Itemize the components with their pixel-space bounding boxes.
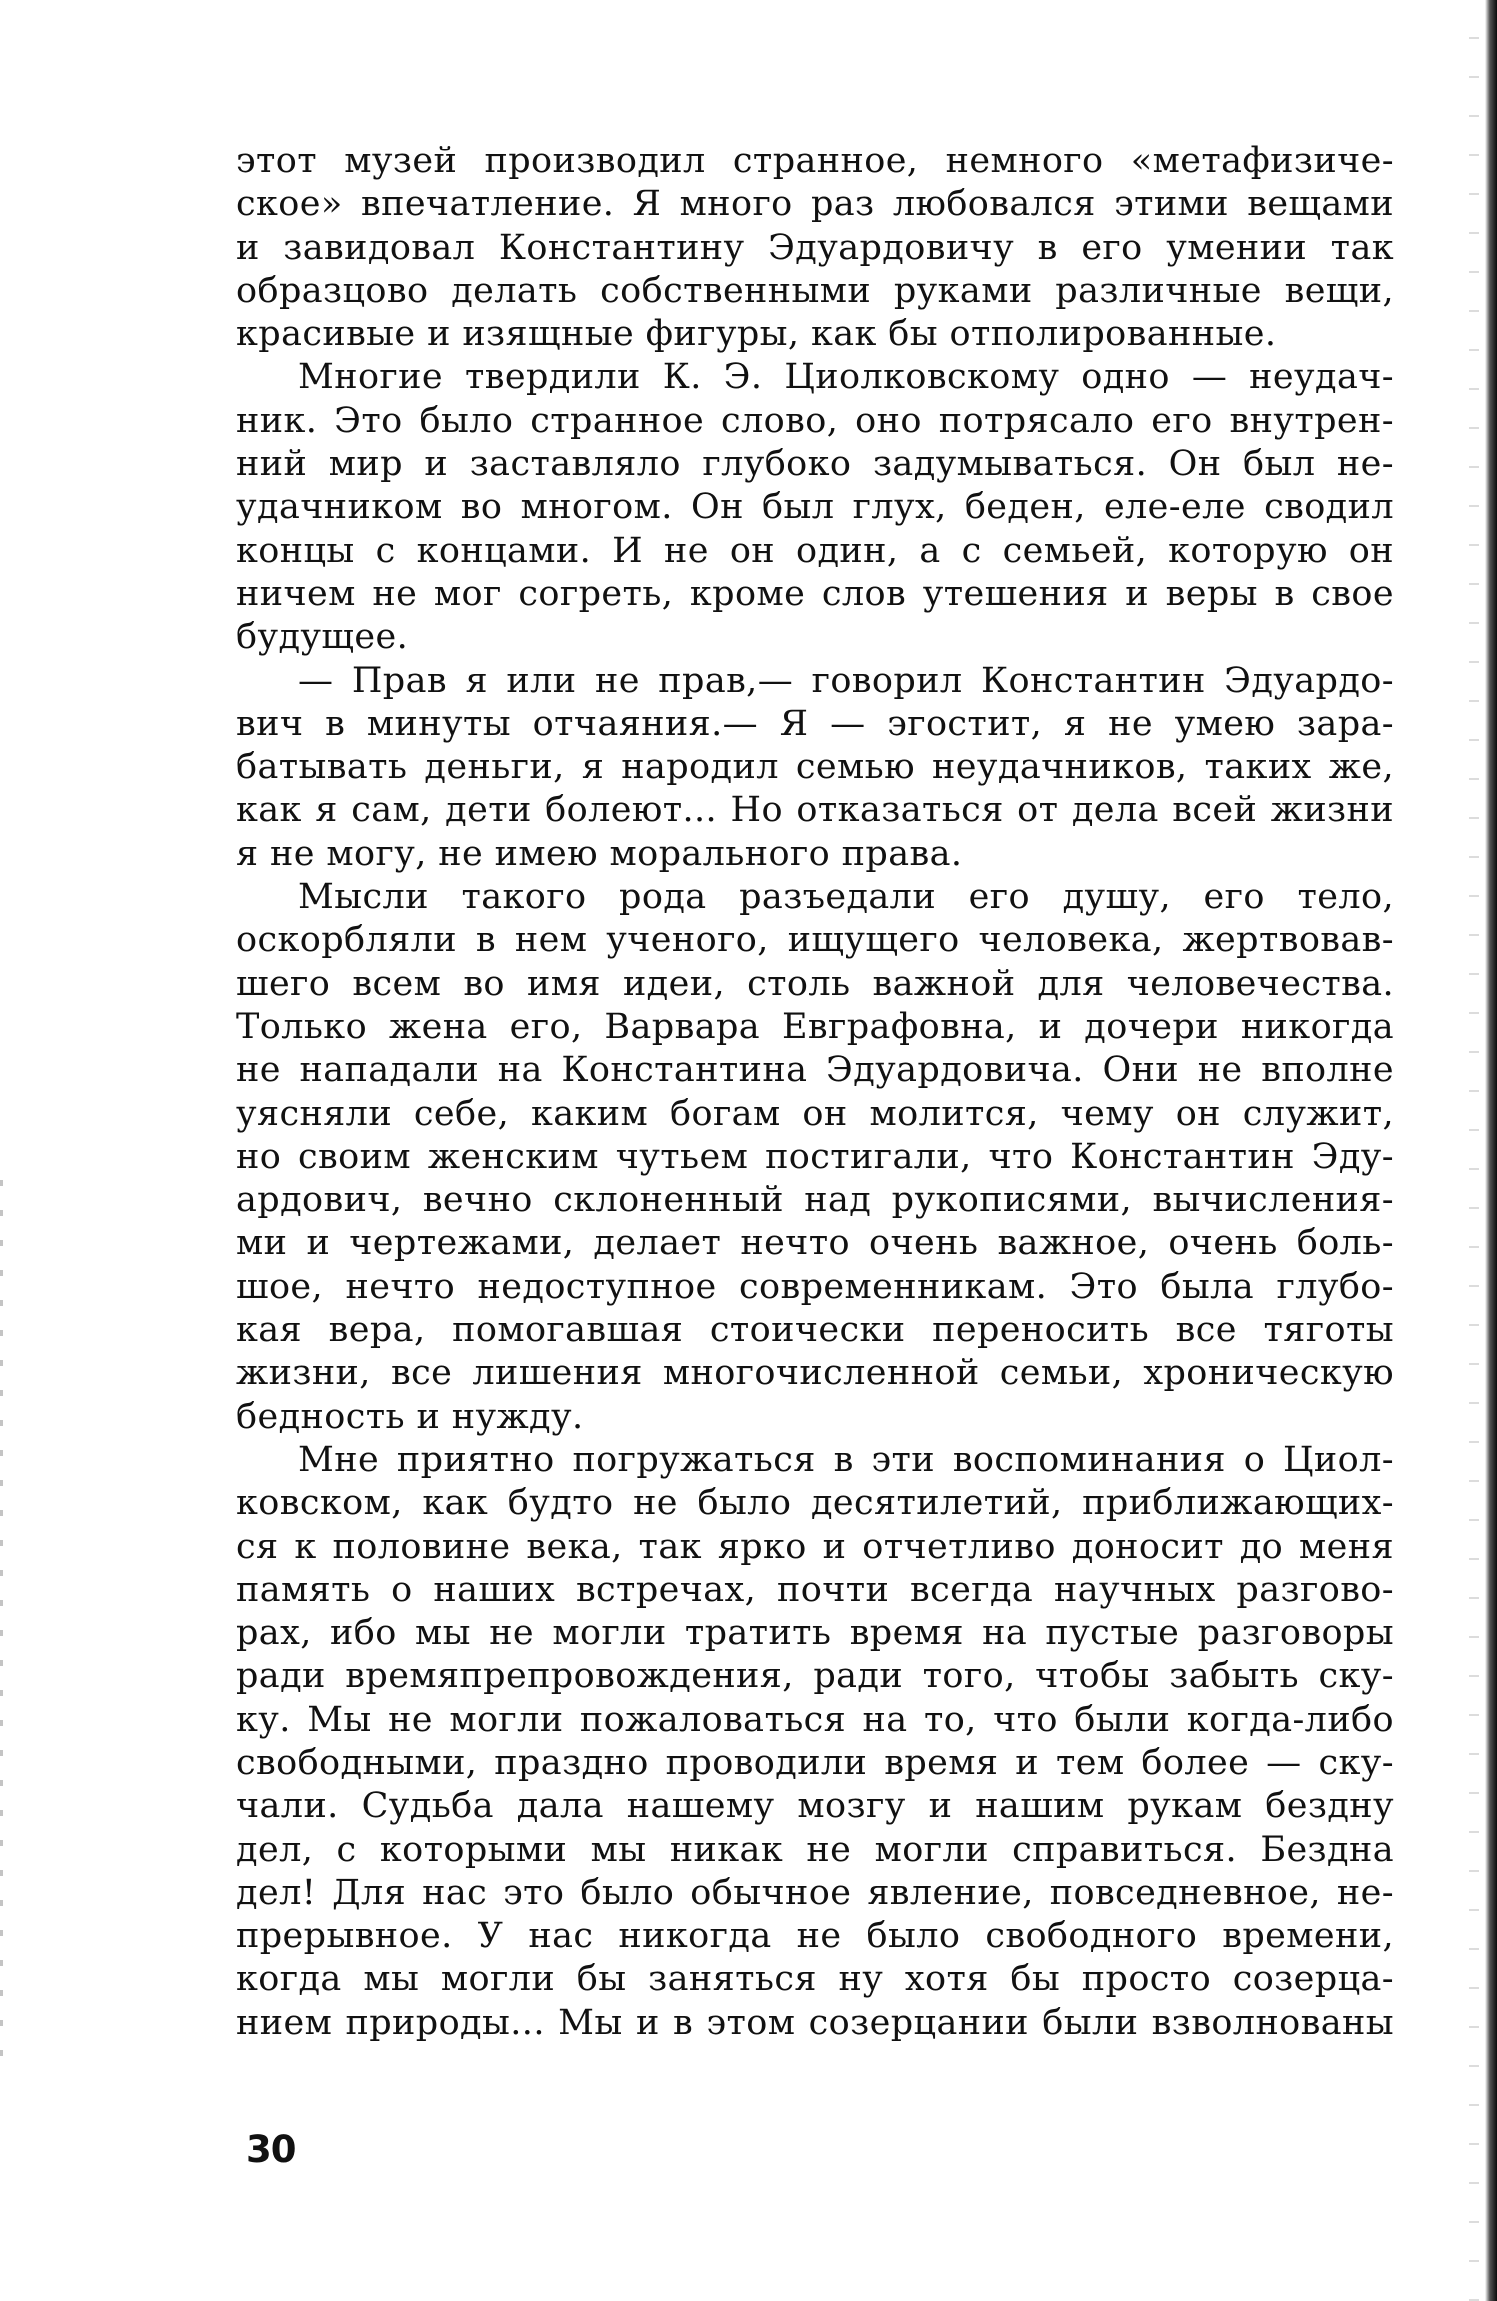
text-line: будущее. xyxy=(236,617,409,658)
text-line: Мне приятно погружаться в эти воспоминания о Циол- xyxy=(298,1439,1394,1480)
text-line: дел, с которыми мы никак не могли справиться. Бездна xyxy=(236,1829,1394,1870)
text-line: кая вера, помогавшая стоически переносить все тяготы xyxy=(236,1310,1394,1351)
text-line: удачником во многом. Он был глух, беден, еле-еле сводил xyxy=(236,487,1394,528)
text-line: оскорбляли в нем ученого, ищущего человека, жертвовав- xyxy=(236,920,1394,961)
text-line: прерывное. У нас никогда не было свободного времени, xyxy=(236,1916,1394,1957)
text-line: чали. Судьба дала нашему мозгу и нашим рукам бездну xyxy=(236,1786,1394,1827)
text-line: шего всем во имя идеи, столь важной для человечества. xyxy=(236,963,1394,1004)
text-line: — Прав я или не прав,— говорил Константин Эдуардо- xyxy=(298,660,1394,701)
text-line: когда мы могли бы заняться ну хотя бы просто созерца- xyxy=(236,1959,1394,2000)
body-text xyxy=(236,140,1394,2045)
text-line: этот музей производил странное, немного «метафизиче- xyxy=(236,141,1394,181)
text-line: я не могу, не имею морального права. xyxy=(236,833,963,874)
text-line: ся к половине века, так ярко и отчетливо доносит до меня xyxy=(236,1526,1394,1567)
text-line: и завидовал Константину Эдуардовичу в его умении так xyxy=(236,227,1394,268)
text-line: Только жена его, Варвара Евграфовна, и дочери никогда xyxy=(236,1006,1394,1047)
scan-edge-noise xyxy=(1469,0,1479,2301)
text-line: ний мир и заставляло глубоко задумываться. Он был не- xyxy=(236,444,1394,485)
text-line: рах, ибо мы не могли тратить время на пустые разговоры xyxy=(236,1613,1394,1654)
text-line: шое, нечто недоступное современникам. Это была глубо- xyxy=(236,1266,1394,1307)
text-line: дел! Для нас это было обычное явление, повседневное, не- xyxy=(236,1872,1394,1913)
text-line: Многие твердили К. Э. Циолковскому одно — неудач- xyxy=(298,357,1394,398)
text-line: но своим женским чутьем постигали, что Константин Эду- xyxy=(236,1136,1394,1177)
text-line: бедность и нужду. xyxy=(236,1396,584,1437)
text-line: ничем не мог согреть, кроме слов утешения и веры в свое xyxy=(236,573,1394,614)
text-line: красивые и изящные фигуры, как бы отполированные. xyxy=(236,314,1277,355)
text-line: нием природы... Мы и в этом созерцании были взволнованы xyxy=(236,2002,1394,2043)
text-line: ардович, вечно склоненный над рукописями, вычисления- xyxy=(236,1180,1394,1221)
binding-edge xyxy=(1485,0,1497,2301)
text-line: память о наших встречах, почти всегда научных разгово- xyxy=(236,1569,1394,1610)
text-line: ник. Это было странное слово, оно потрясало его внутрен- xyxy=(236,400,1394,441)
text-line: ское» впечатление. Я много раз любовался этими вещами xyxy=(236,184,1394,225)
text-line: ми и чертежами, делает нечто очень важное, очень боль- xyxy=(236,1223,1394,1264)
text-line: ковском, как будто не было десятилетий, приближающих- xyxy=(236,1483,1394,1524)
text-line: жизни, все лишения многочисленной семьи, хроническую xyxy=(236,1353,1394,1394)
text-line: концы с концами. И не он один, а с семьей, которую он xyxy=(236,530,1394,571)
text-line: Мысли такого рода разъедали его душу, его тело, xyxy=(298,877,1394,918)
page-number: 30 xyxy=(246,2128,296,2171)
text-line: батывать деньги, я народил семью неудачников, таких же, xyxy=(236,747,1394,788)
scan-left-edge xyxy=(0,1180,3,2080)
text-line: ку. Мы не могли пожаловаться на то, что были когда-либо xyxy=(236,1699,1394,1740)
text-line: как я сам, дети болеют... Но отказаться от дела всей жизни xyxy=(236,790,1394,831)
text-line: уясняли себе, каким богам он молится, чему он служит, xyxy=(236,1093,1394,1134)
text-line: ради времяпрепровождения, ради того, чтобы забыть ску- xyxy=(236,1656,1394,1697)
text-line: не нападали на Константина Эдуардовича. Они не вполне xyxy=(236,1050,1394,1091)
text-line: свободными, праздно проводили время и тем более — ску- xyxy=(236,1742,1394,1783)
text-line: образцово делать собственными руками различные вещи, xyxy=(236,270,1394,311)
text-line: вич в минуты отчаяния.— Я — эгостит, я не умею зара- xyxy=(236,703,1394,744)
